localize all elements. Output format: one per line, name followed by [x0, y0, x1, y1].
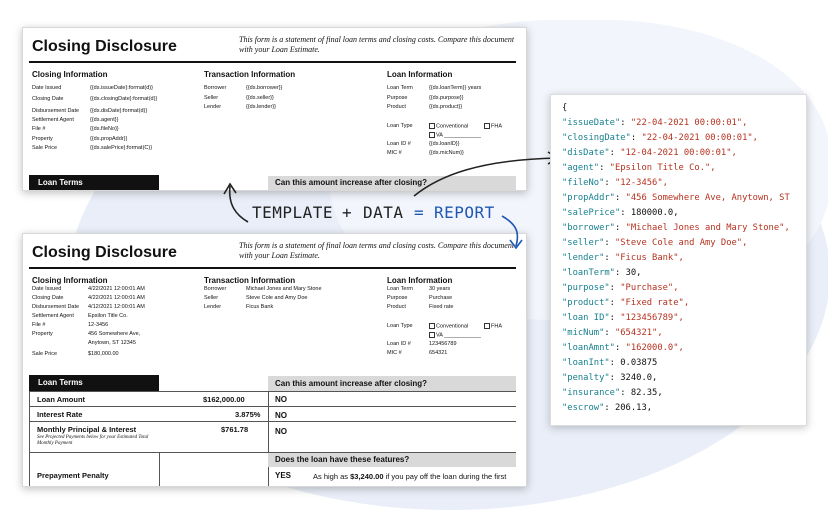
monthly-pi-value: $761.78 — [221, 425, 249, 434]
loan-type-label: Loan Type — [387, 323, 413, 329]
info-label: Purpose — [387, 295, 408, 301]
template-title: Closing Disclosure — [32, 38, 177, 55]
loan-amount-value: $162,000.00 — [203, 395, 245, 404]
json-key: "agent" — [562, 163, 600, 173]
loan-terms-header: Loan Terms — [29, 175, 159, 190]
json-value: "22-04-2021 00:00:01", — [641, 133, 758, 143]
json-key: "closingDate" — [562, 133, 631, 143]
json-line: "seller": "Steve Cole and Amy Doe", — [562, 238, 748, 248]
loan-terms-header: Loan Terms — [29, 375, 159, 391]
json-value: "12-3456", — [614, 178, 668, 188]
info-label: Purpose — [387, 95, 408, 101]
features-question: Does the loan have these features? — [268, 453, 516, 467]
info-label: Sale Price — [32, 351, 58, 357]
info-label: Settlement Agent — [32, 313, 74, 319]
info-label: Lender — [204, 104, 222, 110]
loan-info-heading: Loan Information — [387, 276, 453, 285]
json-value: 30, — [625, 268, 642, 278]
json-value: 3240.0, — [620, 373, 658, 383]
va-option: VA ____________ — [429, 132, 481, 138]
prepayment-prefix: As high as — [313, 472, 349, 481]
json-line: "loanInt": 0.03875 — [562, 358, 658, 368]
json-line: "loanAmnt": "162000.0", — [562, 343, 684, 353]
json-line: "closingDate": "22-04-2021 00:00:01", — [562, 133, 758, 143]
info-label: MIC # — [387, 150, 402, 156]
monthly-pi-label: Monthly Principal & Interest — [37, 425, 137, 434]
increase-question: Can this amount increase after closing? — [268, 376, 516, 391]
info-label: File # — [32, 126, 46, 132]
json-key: "propAddr" — [562, 193, 615, 203]
prepayment-suffix: if you pay off the loan during the first — [385, 472, 507, 481]
arrow-to-report — [502, 216, 517, 246]
info-value: 4/12/2021 12:00:01 AM — [88, 304, 145, 310]
json-line: "issueDate": "22-04-2021 00:00:01", — [562, 118, 748, 128]
transaction-info-heading: Transaction Information — [204, 70, 296, 79]
json-line: "disDate": "12-04-2021 00:00:01", — [562, 148, 737, 158]
json-line: "agent": "Epsilon Title Co.", — [562, 163, 716, 173]
json-line: "penalty": 3240.0, — [562, 373, 658, 383]
json-key: "lender" — [562, 253, 605, 263]
info-label: Closing Date — [32, 295, 64, 301]
json-value: 206.13, — [614, 403, 653, 413]
json-line: "salePrice": 180000.0, — [562, 208, 679, 218]
json-value: "Steve Cole and Amy Doe", — [614, 238, 748, 248]
json-key: "disDate" — [562, 148, 610, 158]
conventional-label: Conventional — [436, 323, 469, 330]
json-line: "purpose": "Purchase", — [562, 283, 679, 293]
interest-rate-value: 3.875% — [235, 410, 261, 419]
json-value: "Epsilon Title Co.", — [609, 163, 716, 173]
increase-question: Can this amount increase after closing? — [268, 176, 516, 190]
info-label: Closing Date — [32, 96, 64, 102]
info-value: {{ds.product}} — [429, 104, 463, 110]
info-label: Borrower — [204, 286, 227, 292]
info-value: 456 Somewhere Ave, — [88, 331, 141, 337]
monthly-note: See Projected Payments below for your Estimated Total Monthly Payment — [37, 435, 149, 446]
loan-amount-answer: NO — [275, 395, 287, 404]
template-note: This form is a statement of final loan terms and closing costs. Compare this document with your Loan Estimate. — [239, 35, 515, 54]
json-value: "123456789", — [620, 313, 684, 323]
info-value: {{ds.loanID}} — [429, 141, 460, 147]
info-value: {{ds.issueDate}:format(d)} — [90, 85, 153, 91]
json-value: 0.03875 — [620, 358, 658, 368]
info-value: 4/22/2021 12:00:01 AM — [88, 286, 145, 292]
closing-info-heading: Closing Information — [32, 276, 108, 285]
json-value: "22-04-2021 00:00:01", — [630, 118, 748, 128]
loan-amount-label: Loan Amount — [37, 395, 86, 404]
info-value: 654321 — [429, 350, 448, 356]
conventional-label: Conventional — [436, 123, 469, 130]
json-value: "Purchase", — [620, 283, 679, 293]
info-value: {{ds.borrower}} — [246, 85, 283, 91]
json-key: "seller" — [562, 238, 605, 248]
info-label: Loan ID # — [387, 141, 411, 147]
info-value: $180,000.00 — [88, 351, 119, 357]
json-line: "micNum": "654321", — [562, 328, 663, 338]
json-line: "lender": "Ficus Bank", — [562, 253, 684, 263]
json-key: "micNum" — [562, 328, 605, 338]
fha-label: FHA — [491, 123, 502, 130]
json-key: "purpose" — [562, 283, 610, 293]
loan-type-label: Loan Type — [387, 123, 413, 129]
report-note: This form is a statement of final loan terms and closing costs. Compare this document with your Loan Estimate. — [239, 241, 515, 260]
info-value: {{ds.agent}} — [90, 117, 119, 123]
info-value: {{ds.purpose}} — [429, 95, 464, 101]
info-value: Fixed rate — [429, 304, 454, 310]
va-label: VA — [436, 332, 443, 339]
json-key: "salePrice" — [562, 208, 621, 218]
json-line: "loanTerm": 30, — [562, 268, 642, 278]
info-label: Borrower — [204, 85, 227, 91]
json-line: "propAddr": "456 Somewhere Ave, Anytown, ST — [562, 193, 790, 203]
json-value: "Ficus Bank", — [614, 253, 684, 263]
info-label: File # — [32, 322, 46, 328]
banner-equals: = — [414, 203, 425, 222]
info-value: Anytown, ST 12345 — [88, 340, 136, 346]
info-value: 123456789 — [429, 341, 457, 347]
interest-rate-answer: NO — [275, 411, 287, 420]
json-key: "fileNo" — [562, 178, 605, 188]
json-value: "Michael Jones and Mary Stone", — [625, 223, 790, 233]
info-label: Settlement Agent — [32, 117, 74, 123]
json-key: "escrow" — [562, 403, 605, 413]
info-label: Product — [387, 304, 406, 310]
info-value: {{ds.lender}} — [246, 104, 276, 110]
json-value: "12-04-2021 00:00:01", — [620, 148, 737, 158]
closing-info-heading: Closing Information — [32, 70, 108, 79]
info-value: {{ds.salePrice}:format(C)} — [90, 145, 153, 151]
transaction-info-heading: Transaction Information — [204, 276, 296, 285]
json-value: 82.35, — [630, 388, 663, 398]
info-value: 30 years — [429, 286, 451, 292]
json-open-brace: { — [562, 103, 568, 113]
prepayment-amount: $3,240.00 — [350, 472, 384, 481]
info-value: {{ds.disDate}:format(d)} — [90, 108, 148, 114]
info-label: Seller — [204, 95, 219, 101]
json-value: "654321", — [614, 328, 663, 338]
info-value: {{ds.closingDate}:format(d)} — [90, 96, 158, 102]
interest-rate-label: Interest Rate — [37, 410, 83, 419]
json-key: "loan ID" — [562, 313, 610, 323]
info-value: {{ds.propAddr}} — [90, 136, 128, 142]
info-value: Steve Cole and Amy Doe — [246, 295, 308, 301]
json-key: "issueDate" — [562, 118, 621, 128]
info-value: Michael Jones and Mary Stone — [246, 286, 322, 292]
arrow-to-template — [230, 186, 248, 222]
json-key: "loanTerm" — [562, 268, 615, 278]
va-label: VA — [436, 132, 443, 139]
json-key: "product" — [562, 298, 610, 308]
json-value: "162000.0", — [625, 343, 684, 353]
info-value: {{ds.micNum}} — [429, 150, 464, 156]
prepayment-label: Prepayment Penalty — [37, 471, 109, 480]
report-title: Closing Disclosure — [32, 244, 177, 261]
prepayment-answer: YES — [275, 471, 292, 480]
loan-info-heading: Loan Information — [387, 70, 453, 79]
banner-plus: + — [342, 203, 353, 222]
info-value: {{ds.loanTerm}} years — [429, 85, 482, 91]
info-value: {{ds.seller}} — [246, 95, 274, 101]
banner-template: TEMPLATE — [252, 203, 334, 222]
banner-report: REPORT — [434, 203, 495, 222]
info-label: Seller — [204, 295, 219, 301]
info-value: 4/22/2021 12:00:01 AM — [88, 295, 145, 301]
info-value: Epsilon Title Co. — [88, 313, 128, 319]
json-value: "456 Somewhere Ave, Anytown, ST — [625, 193, 790, 203]
json-data-panel — [550, 94, 807, 426]
info-label: Disbursement Date — [32, 304, 80, 310]
json-line: "insurance": 82.35, — [562, 388, 663, 398]
info-label: Sale Price — [32, 145, 58, 151]
info-value: 12-3456 — [88, 322, 109, 328]
info-label: Lender — [204, 304, 222, 310]
info-value: Purchase — [429, 295, 453, 301]
info-label: Disbursement Date — [32, 108, 80, 114]
json-line: "loan ID": "123456789", — [562, 313, 684, 323]
json-key: "loanAmnt" — [562, 343, 615, 353]
json-line: "product": "Fixed rate", — [562, 298, 690, 308]
json-key: "penalty" — [562, 373, 610, 383]
info-label: Loan ID # — [387, 341, 411, 347]
info-label: Loan Term — [387, 286, 413, 292]
info-label: Date Issued — [32, 85, 62, 91]
json-value: 180000.0, — [630, 208, 679, 218]
info-label: Product — [387, 104, 406, 110]
json-key: "borrower" — [562, 223, 615, 233]
info-label: MIC # — [387, 350, 402, 356]
info-label: Property — [32, 136, 53, 142]
json-value: "Fixed rate", — [620, 298, 690, 308]
monthly-pi-answer: NO — [275, 427, 287, 436]
info-label: Property — [32, 331, 53, 337]
arrow-to-data — [414, 158, 556, 196]
json-line: "borrower": "Michael Jones and Mary Stone", — [562, 223, 790, 233]
json-key: "loanInt" — [562, 358, 610, 368]
info-label: Date Issued — [32, 286, 62, 292]
json-line: "fileNo": "12-3456", — [562, 178, 668, 188]
fha-label: FHA — [491, 323, 502, 330]
info-value: {{ds.fileNo}} — [90, 126, 119, 132]
json-line: "escrow": 206.13, — [562, 403, 653, 413]
json-key: "insurance" — [562, 388, 621, 398]
banner-data: DATA — [363, 203, 404, 222]
info-label: Loan Term — [387, 85, 413, 91]
va-option: VA ____________ — [429, 332, 481, 338]
info-value: Ficus Bank — [246, 304, 274, 310]
